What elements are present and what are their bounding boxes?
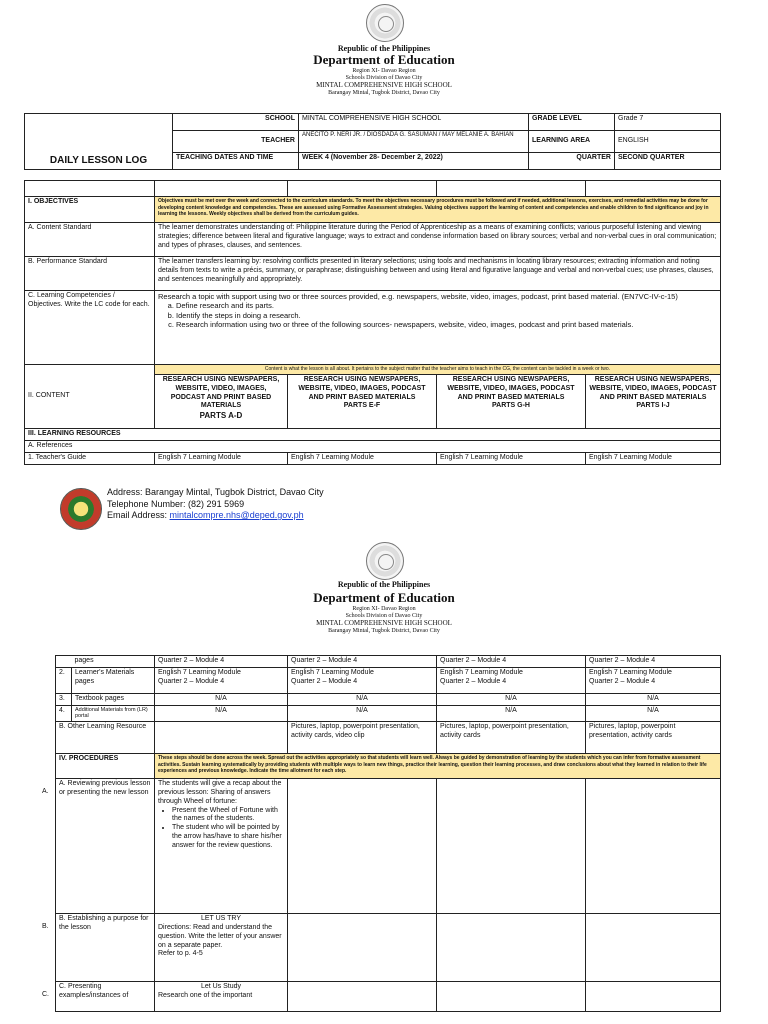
- procedure-c-text: Research one of the important: [158, 992, 253, 999]
- school-line: MINTAL COMPREHENSIVE HIGH SCHOOL: [316, 619, 452, 627]
- grade-level-label: GRADE LEVEL: [529, 114, 615, 131]
- procedure-b-label: B. Establishing a purpose for the lesson: [56, 914, 155, 982]
- day4-header: [586, 181, 721, 197]
- content-day4-parts: PARTS I-J: [636, 402, 670, 410]
- procedure-c-label: C. Presenting examples/instances of: [56, 982, 155, 1012]
- content-day3-parts: PARTS G-H: [492, 402, 530, 410]
- day3-header: [437, 181, 586, 197]
- module-day1: Quarter 2 – Module 4: [155, 656, 288, 668]
- row-letter-a: A.: [42, 788, 49, 795]
- content-day2: RESEARCH USING NEWSPAPERS, WEBSITE, VIDEO, IMAGES, PODCAST AND PRINT BASED MATERIALS: [298, 376, 426, 401]
- other-resource-day2: Pictures, laptop, powerpoint presentation, activity cards, video clip: [288, 722, 437, 754]
- procedures-label: IV. PROCEDURES: [56, 754, 155, 779]
- deped-seal-icon: [366, 4, 404, 42]
- school-logo-icon: [60, 488, 102, 530]
- other-resource-day4: Pictures, laptop, powerpoint presentation, activity cards: [586, 722, 721, 754]
- module-day3: Quarter 2 – Module 4: [440, 677, 507, 685]
- day1-header: [155, 181, 288, 197]
- address-line: Barangay Mintal, Tugbok District, Davao City: [328, 628, 440, 634]
- address-line: Barangay Mintal, Tugbok District, Davao City: [328, 90, 440, 96]
- competency-item: c. Research information using two or three of the following sources- newspapers, website, video, images, podcast and print based materials.: [176, 320, 717, 329]
- additional-day3: N/A: [437, 705, 586, 722]
- teaching-dates-label: TEACHING DATES AND TIME: [173, 153, 299, 170]
- procedure-b-title: LET US TRY: [200, 915, 242, 923]
- references-label: A. References: [25, 440, 721, 452]
- content-day1: RESEARCH USING NEWSPAPERS, WEBSITE, VIDEO, IMAGES, PODCAST AND PRINT BASED MATERIALS: [162, 376, 280, 410]
- row-letter-c: C.: [42, 991, 49, 998]
- content-day4: RESEARCH USING NEWSPAPERS, WEBSITE, VIDEO, IMAGES, PODCAST AND PRINT BASED MATERIALS: [589, 376, 717, 401]
- procedure-a-text: The students will give a recap about the previous lesson: Sharing of answers through Wheel of fortune:: [158, 780, 282, 805]
- other-resource-label: B. Other Learning Resource: [56, 722, 155, 754]
- competency-item: a. Define research and its parts.: [176, 301, 717, 310]
- textbook-label: Textbook pages: [72, 693, 155, 705]
- content-day1-parts: PARTS A-D: [199, 411, 243, 420]
- content-label: II. CONTENT: [25, 365, 155, 429]
- school-line: MINTAL COMPREHENSIVE HIGH SCHOOL: [316, 81, 452, 89]
- competency-item: b. Identify the steps in doing a research.: [176, 311, 717, 320]
- lm-day3: English 7 Learning Module: [440, 668, 523, 676]
- footer-email-label: Email Address:: [107, 510, 170, 520]
- content-note: Content is what the lesson is all about. It pertains to the subject matter that the teacher aims to teach in the CG, the content can be tackled in a week or two.: [155, 365, 721, 375]
- module-day4: Quarter 2 – Module 4: [589, 677, 656, 685]
- lesson-plan-table-page2: [55, 655, 721, 1012]
- additional-day4: N/A: [586, 705, 721, 722]
- textbook-day1: N/A: [155, 693, 288, 705]
- daily-lesson-log-title: DAILY LESSON LOG: [25, 114, 173, 170]
- module-day3: Quarter 2 – Module 4: [437, 656, 586, 668]
- pages-label: pages: [72, 656, 155, 668]
- content-standard-label: A. Content Standard: [25, 223, 155, 257]
- teachers-guide-label: 1. Teacher's Guide: [25, 452, 155, 464]
- learners-materials-label: Learner's Materials pages: [72, 667, 155, 693]
- content-day2-parts: PARTS E-F: [343, 402, 381, 410]
- procedure-b-ref: Refer to p. 4-5: [158, 950, 203, 958]
- teacher-label: TEACHER: [173, 131, 299, 153]
- region-line: Region XI- Davao Region: [352, 606, 416, 612]
- republic-line: Republic of the Philippines: [337, 580, 431, 589]
- teacher-value: ANECITO P. NERI JR. / DIOSDADA G. SASUMAN / MAY MELANIE A. BAHIAN: [299, 131, 529, 153]
- lesson-info-table: [24, 113, 721, 170]
- procedure-a-bullet: • The student who will be pointed by the arrow has/have to share his/her answer for the review questions.: [172, 824, 284, 850]
- footer-email-line: [107, 510, 324, 522]
- lesson-plan-table-page1: [24, 180, 721, 465]
- performance-standard-text: The learner transfers learning by: resolving conflicts presented in literary selections; using tools and mechanisms in locating library resources; extracting information and noting details from texts to write a précis, summary, or paraphrase; distinguishing between and using literal and figurative language and verbal and non-verbal cues; use phrases, clauses, and sentences meaningfully and appropriately.: [155, 257, 721, 291]
- additional-day1: N/A: [155, 705, 288, 722]
- procedure-a-list: [158, 807, 284, 851]
- competencies-label: C. Learning Competencies / Objectives. Write the LC code for each.: [25, 291, 155, 365]
- teachers-guide-day1: English 7 Learning Module: [155, 452, 288, 464]
- procedure-b-text: Directions: Read and understand the question. Write the letter of your answer on a separate paper.: [158, 924, 282, 949]
- footer-telephone: Telephone Number: (82) 291 5969: [107, 498, 245, 509]
- module-day2: Quarter 2 – Module 4: [291, 677, 358, 685]
- region-line: Region XI- Davao Region: [352, 68, 416, 74]
- additional-day2: N/A: [288, 705, 437, 722]
- footer-address: Address: Barangay Mintal, Tugbok District, Davao City: [107, 487, 324, 497]
- procedure-c-title: Let Us Study: [200, 983, 242, 991]
- additional-num: 4.: [56, 705, 72, 722]
- module-day1: Quarter 2 – Module 4: [158, 677, 225, 685]
- row-letter-b: B.: [42, 923, 49, 930]
- procedure-a-bullet: • Present the Wheel of Fortune with the names of the students.: [172, 807, 284, 825]
- textbook-num: 3.: [56, 693, 72, 705]
- procedures-note: These steps should be done across the week. Spread out the activities appropriately so that students will learn well. Always be guided by demonstration of learning by the students which you can infer from formative assessment activities. Sustain learning systematically by providing students with multiple ways to learn new things, practice their learning, question their learning processes, and draw conclusions about what they learned in relation to their life experiences and previous knowledge. Indicate the time allotment for each step.: [155, 754, 721, 779]
- division-line: Schools Division of Davao City: [345, 75, 423, 81]
- procedure-a-label: A. Reviewing previous lesson or presenting the new lesson: [56, 779, 155, 914]
- additional-materials-label: Additional Materials from (LR) portal: [72, 705, 155, 722]
- learning-area-label: LEARNING AREA: [529, 131, 615, 153]
- objectives-label: I. OBJECTIVES: [25, 197, 155, 223]
- teachers-guide-day2: English 7 Learning Module: [288, 452, 437, 464]
- department-title: Department of Education: [313, 590, 455, 605]
- day2-header: [288, 181, 437, 197]
- content-day3: RESEARCH USING NEWSPAPERS, WEBSITE, VIDEO, IMAGES, PODCAST AND PRINT BASED MATERIALS: [447, 376, 575, 401]
- objectives-note: Objectives must be met over the week and connected to the curriculum standards. To meet the objectives necessary procedures must be followed and if needed, additional lessons, exercises, and remedial activities may be done for developing content knowledge and competencies. These are assessed using Formative Assessment strategies. Valuing objectives support the learning of content and competencies and enable children to find significance and joy in learning the lessons. Weekly objectives shall be derived from the curriculum guides.: [155, 197, 721, 223]
- quarter-label: QUARTER: [529, 153, 615, 170]
- learning-area-value: ENGLISH: [615, 131, 721, 153]
- lm-day4: English 7 Learning Module: [589, 668, 672, 676]
- quarter-value: SECOND QUARTER: [615, 153, 721, 170]
- learning-resources-label: III. LEARNING RESOURCES: [25, 429, 721, 441]
- school-value: MINTAL COMPREHENSIVE HIGH SCHOOL: [299, 114, 529, 131]
- school-label: SCHOOL: [173, 114, 299, 131]
- module-day2: Quarter 2 – Module 4: [288, 656, 437, 668]
- competencies-list: [158, 301, 717, 329]
- module-day4: Quarter 2 – Module 4: [586, 656, 721, 668]
- teaching-dates-value: WEEK 4 (November 28- December 2, 2022): [299, 153, 529, 170]
- competencies-intro: Research a topic with support using two or three sources provided, e.g. newspapers, website, video, images, podcast, print based material. (EN7VC-IV-c-15): [158, 292, 678, 301]
- textbook-day2: N/A: [288, 693, 437, 705]
- textbook-day3: N/A: [437, 693, 586, 705]
- republic-line: Republic of the Philippines: [337, 44, 431, 53]
- learners-num: 2.: [56, 667, 72, 693]
- footer-email-link[interactable]: mintalcompre.nhs@deped.gov.ph: [169, 510, 304, 520]
- lm-day2: English 7 Learning Module: [291, 668, 374, 676]
- division-line: Schools Division of Davao City: [345, 613, 423, 619]
- department-title: Department of Education: [313, 52, 455, 67]
- lm-day1: English 7 Learning Module: [158, 668, 241, 676]
- textbook-day4: N/A: [586, 693, 721, 705]
- grade-level-value: Grade 7: [615, 114, 721, 131]
- teachers-guide-day4: English 7 Learning Module: [586, 452, 721, 464]
- performance-standard-label: B. Performance Standard: [25, 257, 155, 291]
- other-resource-day3: Pictures, laptop, powerpoint presentation, activity cards: [437, 722, 586, 754]
- deped-seal-icon: [366, 542, 404, 580]
- teachers-guide-day3: English 7 Learning Module: [437, 452, 586, 464]
- content-standard-text: The learner demonstrates understanding of: Philippine literature during the Period of Apprenticeship as a means of examining conflicts; various purposeful listening and viewing strategies; difference between literal and figurative language; ways to extract and condense information based on library sources; verbal and non-verbal cues in oral communication; and types of phrases, clauses, and sentences.: [155, 223, 721, 257]
